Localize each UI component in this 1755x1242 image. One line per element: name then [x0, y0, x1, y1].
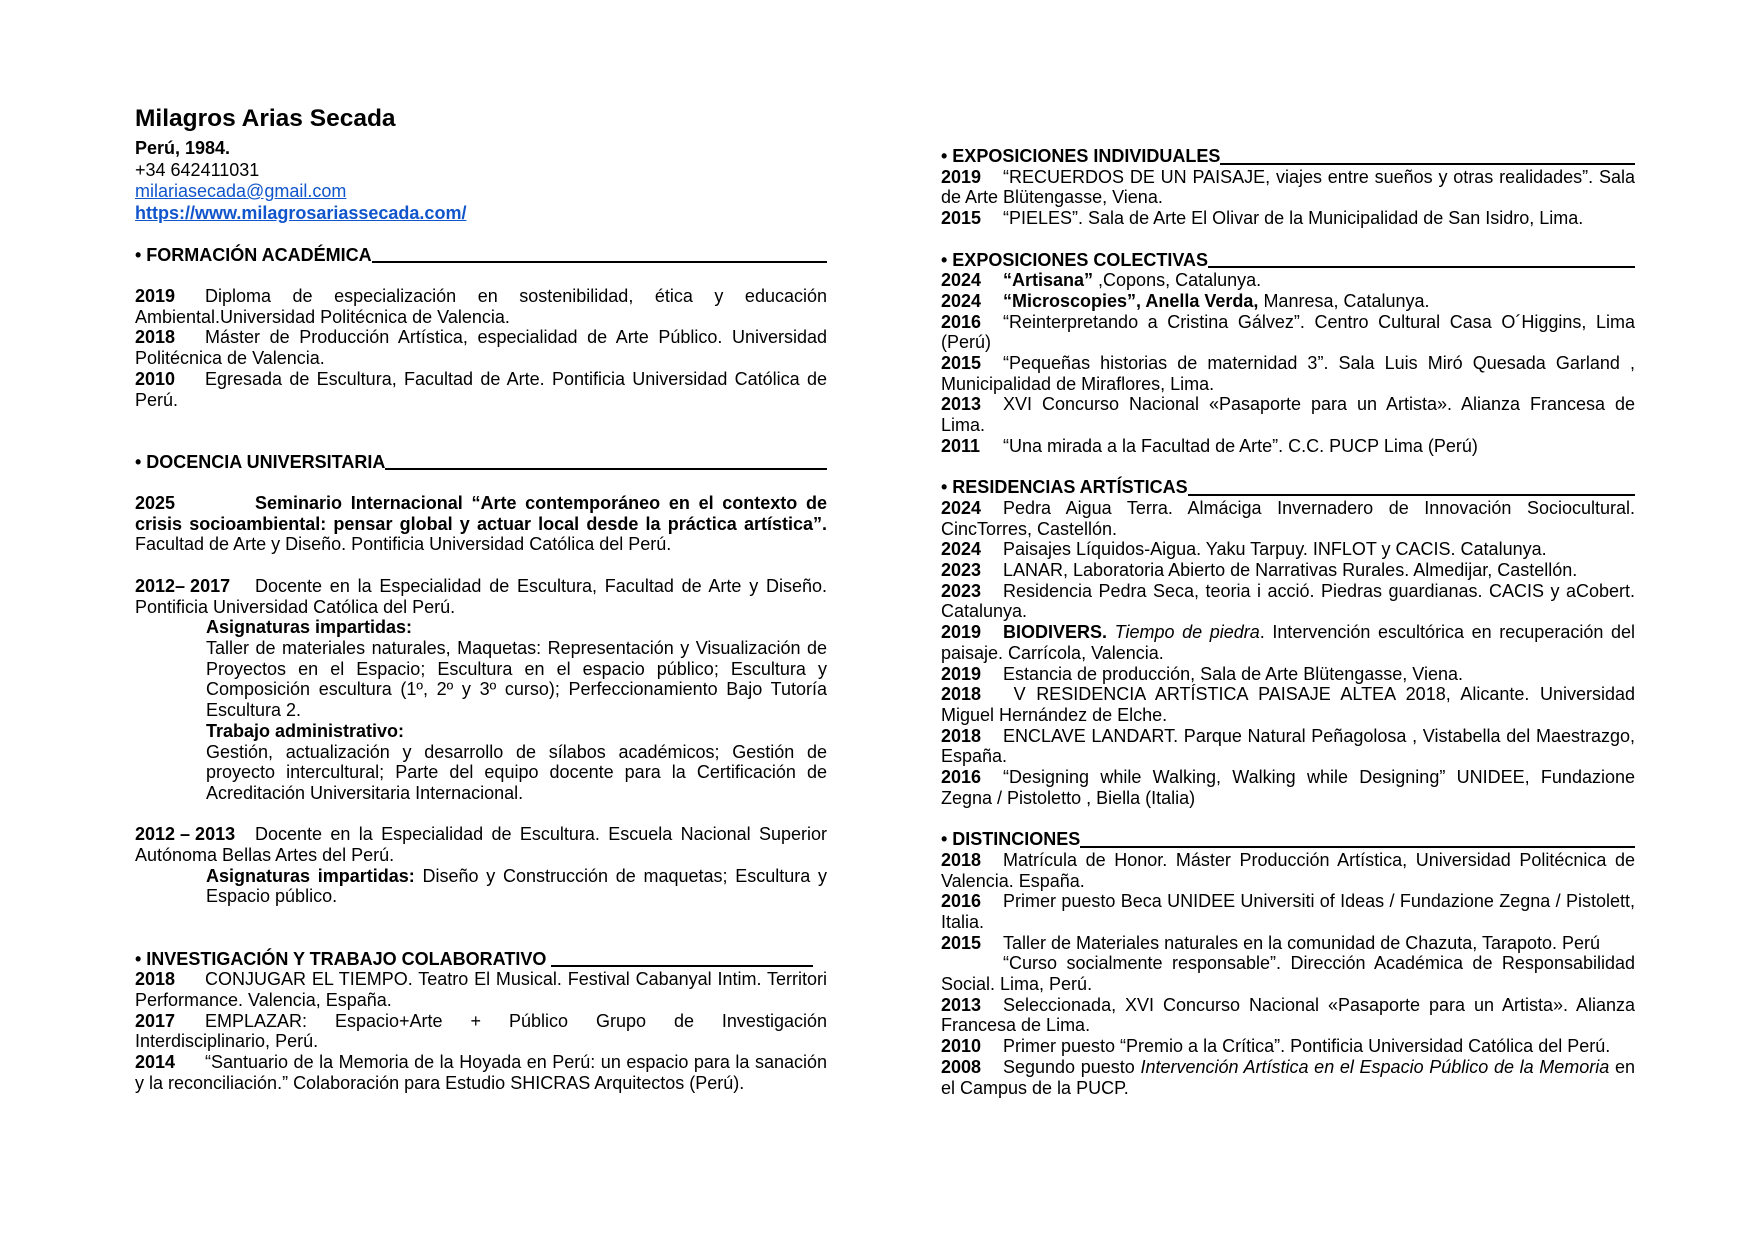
entry-paragraph	[941, 208, 1635, 229]
birth-info: Perú, 1984.	[135, 138, 231, 158]
heading-rule	[385, 468, 827, 470]
heading-rule	[1220, 163, 1635, 165]
entry-paragraph	[135, 1052, 827, 1093]
entry-text: Docente en la Especialidad de Escultura, Facultad de Arte y Diseño. Pontificia Universidad Católica del Perú.	[135, 575, 827, 617]
entry-text: en el Campus de la PUCP.	[941, 1056, 1635, 1098]
entry-paragraph	[135, 1011, 827, 1052]
section-heading	[941, 829, 1635, 850]
entry-text: Gestión, actualización y desarrollo de sílabos académicos; Gestión de proyecto intercultural; Parte del equipo docente para la Certificación de Acreditación Universitaria Internacional.	[206, 741, 827, 803]
entry-paragraph	[941, 394, 1635, 435]
section-heading	[941, 477, 1635, 498]
entry-text: Pedra Aigua Terra. Almáciga Invernadero de Innovación Sociocultural. CincTorres, Castellón.	[941, 497, 1635, 539]
entry-year: 2019	[135, 286, 176, 307]
entry-paragraph	[135, 969, 827, 1010]
phone-number: +34 642411031	[135, 159, 260, 180]
entry-text: V RESIDENCIA ARTÍSTICA PAISAJE ALTEA 2018, Alicante. Universidad Miguel Hernández de Elche.	[941, 684, 1635, 725]
section-heading	[941, 146, 1635, 167]
entry-paragraph	[941, 167, 1635, 208]
entry-text: “Santuario de la Memoria de la Hoyada en Perú: un espacio para la sanación y la reconciliación.” Colaboración para Estudio SHICRAS Arquitectos (Perú).	[135, 1052, 827, 1093]
entry-paragraph	[941, 270, 1635, 291]
entry-text: LANAR, Laboratoria Abierto de Narrativas Rurales. Almedijar, Castellón.	[1003, 560, 1578, 581]
entry-text: Segundo puesto	[1003, 1056, 1141, 1077]
right-sections-container	[941, 146, 1635, 1098]
entry-text: Diseño y Construcción de maquetas; Escultura y Espacio público.	[206, 865, 827, 907]
entry-year: 2019	[941, 622, 982, 643]
website-link[interactable]: https://www.milagrosariassecada.com/	[135, 202, 467, 223]
entry-text: Paisajes Líquidos-Aigua. Yaku Tarpuy. INFLOT y CACIS. Catalunya.	[1003, 539, 1547, 560]
entry-text: Tiempo de piedra	[1107, 622, 1260, 643]
section-heading	[941, 250, 1635, 271]
entry-text: ,Copons, Catalunya.	[1093, 270, 1262, 291]
entry-year: 2016	[941, 311, 982, 332]
entry-text: Diploma de especialización en sostenibilidad, ética y educación Ambiental.Universidad Politécnica de Valencia.	[135, 286, 827, 327]
entry-paragraph	[135, 369, 827, 410]
entry-text: “Una mirada a la Facultad de Arte”. C.C. PUCP Lima (Perú)	[1003, 435, 1478, 456]
person-name: Milagros Arias Secada	[135, 105, 396, 132]
entry-text: “RECUERDOS DE UN PAISAJE, viajes entre sueños y otras realidades”. Sala de Arte Blütengasse, Viena.	[941, 166, 1635, 208]
entry-year: 2018	[135, 327, 176, 348]
entry-text: CONJUGAR EL TIEMPO. Teatro El Musical. Festival Cabanyal Intim. Territori Performance. Valencia, España.	[135, 969, 827, 1010]
entry-year: 2023	[941, 580, 982, 601]
section-title: • EXPOSICIONES COLECTIVAS	[941, 249, 1209, 270]
entry-year: 2018	[941, 725, 982, 746]
entry-paragraph	[941, 312, 1635, 353]
entry-paragraph	[941, 560, 1635, 581]
entry-paragraph	[941, 891, 1635, 932]
entry-text: Residencia Pedra Seca, teoria i acció. Piedras guardianas. CACIS y aCobert. Catalunya.	[941, 580, 1635, 622]
entry-paragraph	[941, 933, 1635, 954]
heading-rule	[1188, 494, 1635, 496]
entry-text: “Microscopies”, Anella Verda,	[1003, 290, 1259, 311]
entry-paragraph	[941, 664, 1635, 685]
section-title: • DOCENCIA UNIVERSITARIA	[135, 451, 386, 472]
entry-paragraph	[941, 622, 1635, 663]
entry-text: “Artisana”	[1003, 270, 1094, 291]
entry-paragraph	[135, 576, 827, 617]
entry-year: 2016	[941, 767, 982, 788]
section-heading	[135, 949, 827, 970]
entry-text: “Pequeñas historias de maternidad 3”. Sala Luis Miró Quesada Garland , Municipalidad de Miraflores, Lima.	[941, 353, 1635, 394]
entry-paragraph	[135, 327, 827, 368]
section-heading	[135, 452, 827, 473]
entry-paragraph	[941, 291, 1635, 312]
entry-paragraph	[941, 995, 1635, 1036]
entry-year: 2018	[941, 849, 982, 870]
entry-year: 2023	[941, 560, 982, 581]
entry-text: Seminario Internacional “Arte contemporáneo en el contexto de crisis socioambiental: pensar global y actuar local desde la práctica artística”.	[135, 493, 827, 534]
entry-text: . Intervención escultórica en recuperación del paisaje. Carrícola, Valencia.	[941, 622, 1635, 663]
entry-text: Seleccionada, XVI Concurso Nacional «Pasaporte para un Artista». Alianza Francesa de Lima.	[941, 994, 1635, 1036]
entry-year: 2024	[941, 290, 982, 311]
section-title: • FORMACIÓN ACADÉMICA	[135, 244, 372, 265]
entry-text: “Reinterpretando a Cristina Gálvez”. Centro Cultural Casa O´Higgins, Lima (Perú)	[941, 311, 1635, 353]
entry-text: Facultad de Arte y Diseño. Pontificia Universidad Católica del Perú.	[135, 534, 672, 555]
entry-text: Primer puesto Beca UNIDEE Universiti of Ideas / Fundazione Zegna / Pistolett, Italia.	[941, 891, 1635, 932]
entry-year: 2015	[941, 208, 982, 229]
entry-year: 2024	[941, 539, 982, 560]
entry-year: 2024	[941, 270, 982, 291]
entry-text: Manresa, Catalunya.	[1258, 290, 1430, 311]
section-title: • DISTINCIONES	[941, 829, 1081, 850]
entry-year: 2018	[135, 969, 176, 990]
entry-year: 2013	[941, 394, 982, 415]
entry-text: Asignaturas impartidas:	[206, 617, 413, 638]
entry-year: 2008	[941, 1056, 982, 1077]
heading-rule	[551, 965, 813, 967]
entry-text: Intervención Artística en el Espacio Público de la Memoria	[1140, 1056, 1610, 1077]
entry-paragraph	[941, 1036, 1635, 1057]
heading-rule	[372, 261, 827, 263]
entry-paragraph	[941, 498, 1635, 539]
entry-paragraph	[941, 581, 1635, 622]
entry-paragraph	[206, 742, 827, 804]
entry-year: 2018	[941, 684, 982, 705]
entry-text: Taller de Materiales naturales en la comunidad de Chazuta, Tarapoto. Perú	[1003, 932, 1601, 953]
email-link[interactable]: milariasecada@gmail.com	[135, 181, 347, 201]
entry-text: Egresada de Escultura, Facultad de Arte. Pontificia Universidad Católica de Perú.	[135, 368, 827, 410]
entry-paragraph	[941, 953, 1635, 994]
entry-paragraph	[941, 850, 1635, 891]
entry-year: 2015	[941, 353, 982, 374]
entry-year: 2012 – 2013	[135, 824, 236, 845]
section-title: • RESIDENCIAS ARTÍSTICAS	[941, 477, 1188, 498]
entry-text: Matrícula de Honor. Máster Producción Artística, Universidad Politécnica de Valencia. España.	[941, 849, 1635, 891]
entry-paragraph	[206, 721, 827, 742]
entry-text: BIODIVERS.	[1003, 622, 1108, 643]
entry-paragraph	[135, 824, 827, 865]
entry-text: EMPLAZAR: Espacio+Arte + Público Grupo de Investigación Interdisciplinario, Perú.	[135, 1010, 827, 1052]
entry-paragraph	[941, 539, 1635, 560]
entry-paragraph	[206, 617, 827, 638]
entry-text: Trabajo administrativo:	[206, 720, 405, 741]
entry-year: 2016	[941, 891, 982, 912]
entry-year: 2011	[941, 435, 981, 456]
section-title: • EXPOSICIONES INDIVIDUALES	[941, 146, 1221, 166]
entry-text: Estancia de producción, Sala de Arte Blütengasse, Viena.	[1003, 663, 1463, 684]
left-column	[135, 104, 827, 1093]
entry-text: Primer puesto “Premio a la Crítica”. Pontificia Universidad Católica del Perú.	[1003, 1036, 1611, 1057]
entry-text: Taller de materiales naturales, Maquetas: Representación y Visualización de Proyectos en el Espacio; Escultura en el espacio público; Escultura y Composición escultura (1º, 2º y 3º curso); Perfeccionamiento Bajo Tutoría Escultura 2.	[206, 637, 827, 721]
section-title: • INVESTIGACIÓN Y TRABAJO COLABORATIVO	[135, 948, 552, 969]
entry-text: XVI Concurso Nacional «Pasaporte para un Artista». Alianza Francesa de Lima.	[941, 394, 1635, 436]
entry-text: Asignaturas impartidas:	[206, 865, 423, 886]
entry-text: “PIELES”. Sala de Arte El Olivar de la Municipalidad de San Isidro, Lima.	[1003, 208, 1584, 229]
entry-year: 2015	[941, 932, 982, 953]
entry-paragraph	[135, 286, 827, 327]
entry-year: 2010	[941, 1036, 982, 1057]
entry-paragraph	[941, 726, 1635, 767]
entry-text: Máster de Producción Artística, especialidad de Arte Público. Universidad Politécnica de Valencia.	[135, 327, 827, 369]
heading-rule	[1080, 846, 1635, 848]
entry-text: “Designing while Walking, Walking while Designing” UNIDEE, Fundazione Zegna / Pistoletto , Biella (Italia)	[941, 767, 1635, 808]
section-heading	[135, 245, 827, 266]
entry-year: 2019	[941, 663, 982, 684]
entry-paragraph	[206, 638, 827, 721]
entry-paragraph	[941, 353, 1635, 394]
entry-year: 2012– 2017	[135, 575, 231, 596]
entry-paragraph	[206, 866, 827, 907]
entry-text: Docente en la Especialidad de Escultura. Escuela Nacional Superior Autónoma Bellas Artes del Perú.	[135, 824, 827, 865]
entry-text: ENCLAVE LANDART. Parque Natural Peñagolosa , Vistabella del Maestrazgo, España.	[941, 725, 1635, 767]
entry-paragraph	[941, 1057, 1635, 1098]
entry-year: 2010	[135, 368, 176, 389]
entry-year: 2024	[941, 497, 982, 518]
left-sections-container	[135, 245, 827, 1094]
entry-year: 2014	[135, 1052, 176, 1073]
entry-paragraph	[941, 684, 1635, 725]
entry-year: 2013	[941, 994, 982, 1015]
entry-paragraph	[941, 767, 1635, 808]
entry-year: 2017	[135, 1010, 176, 1031]
heading-rule	[1208, 266, 1635, 268]
entry-text: “Curso socialmente responsable”. Dirección Académica de Responsabilidad Social. Lima, Perú.	[941, 953, 1635, 995]
entry-paragraph	[941, 436, 1635, 457]
right-column	[941, 146, 1635, 1098]
entry-year: 2019	[941, 166, 982, 187]
entry-paragraph	[135, 493, 827, 555]
entry-year: 2025	[135, 493, 176, 514]
